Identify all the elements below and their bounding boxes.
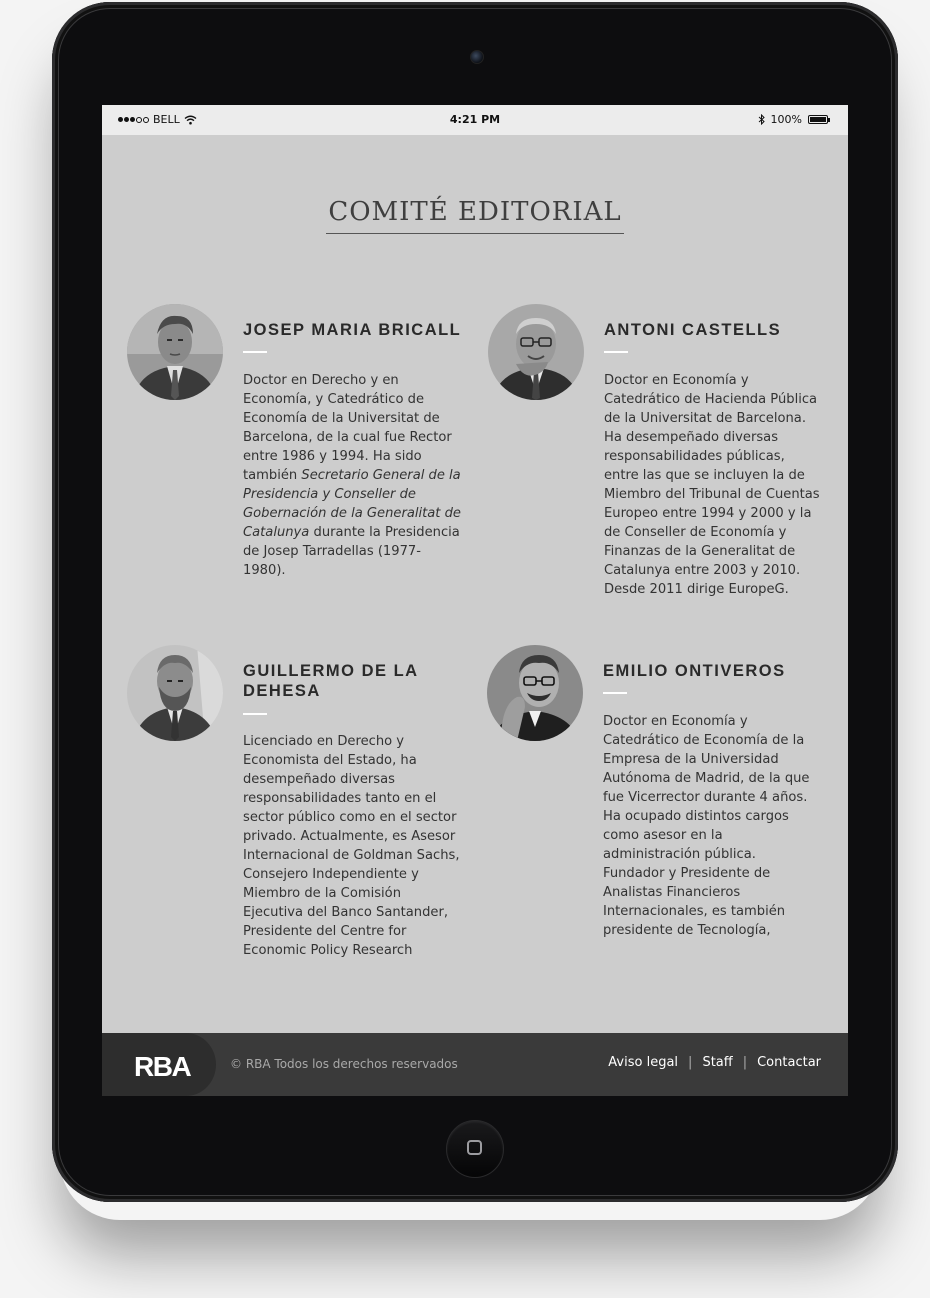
carrier-label: BELL	[153, 113, 180, 126]
name-divider	[603, 692, 627, 694]
footer	[102, 1033, 848, 1096]
home-button[interactable]	[446, 1120, 504, 1178]
member-name: ANTONI CASTELLS	[604, 321, 782, 339]
contactar-link[interactable]: Contactar	[757, 1055, 821, 1070]
member-name: EMILIO ONTIVEROS	[603, 662, 786, 680]
status-right	[758, 113, 828, 126]
page-title	[102, 197, 848, 227]
member-photo	[127, 645, 223, 741]
bio-italic-text: Secretario General de la Presidencia y Conseller de Gobernación de la Generalitat de Catalunya	[243, 468, 461, 540]
rba-logo[interactable]: RBA	[134, 1051, 191, 1082]
bluetooth-icon	[758, 114, 765, 125]
name-divider	[243, 351, 267, 353]
staff-link[interactable]: Staff	[702, 1055, 733, 1070]
name-divider	[243, 713, 267, 715]
status-time: 4:21 PM	[449, 113, 501, 126]
bio-text: durante la Presidencia de Josep Tarradellas (1977-1980).	[243, 525, 460, 578]
member-photo	[488, 304, 584, 400]
member-card	[488, 304, 828, 604]
battery-level	[810, 117, 826, 122]
member-name: GUILLERMO DE LA DEHESA	[243, 662, 418, 700]
bio-text: Doctor en Derecho y en Economía, y Catedrático de Economía de la Universitat de Barcelona, de la cual fue Rector entre 1986 y 1994. Ha sido también	[243, 373, 452, 483]
battery-percent: 100%	[770, 113, 802, 126]
page-title-text: COMITÉ EDITORIAL	[326, 197, 623, 234]
footer-separator: |	[742, 1055, 748, 1070]
camera-icon	[470, 50, 484, 64]
member-bio	[243, 732, 461, 960]
name-divider	[604, 351, 628, 353]
battery-icon	[808, 115, 828, 124]
home-square-icon	[467, 1140, 482, 1155]
bio-text: Doctor en Economía y Catedrático de Hacienda Pública de la Universitat de Barcelona. Ha desempeñado diversas responsabilidades públicas, entre las que se incluyen la de Miembro del Tribunal de Cuentas Europeo entre 1994 y 2000 y la de Conseller de Economía y Finanzas de la Generalitat de Catalunya entre 2003 y 2010. Desde 2011 dirige EuropeG.	[604, 373, 820, 597]
footer-copyright: © RBA Todos los derechos reservados	[230, 1057, 458, 1071]
footer-separator: |	[688, 1055, 693, 1070]
aviso-legal-link[interactable]: Aviso legal	[608, 1055, 679, 1070]
member-photo	[487, 645, 583, 741]
bio-text: Licenciado en Derecho y Economista del Estado, ha desempeñado diversas responsabilidades tanto en el sector público como en el sector privado. Actualmente, es Asesor Internacional de Goldman Sachs, Consejero Independiente y Miembro de la Comisión Ejecutiva del Banco Santander, Presidente del Centre for Economic Policy Research	[243, 734, 460, 958]
bio-text: Doctor en Economía y Catedrático de Economía de la Empresa de la Universidad Autónoma de Madrid, de la que fue Vicerrector durante 4 años. Ha ocupado distintos cargos como asesor en la administración pública. Fundador y Presidente de Analistas Financieros Internacionales, es también presidente de Tecnología,	[603, 714, 810, 938]
member-bio	[604, 371, 822, 599]
member-card	[127, 304, 467, 594]
footer-links	[608, 1055, 821, 1070]
member-name: JOSEP MARIA BRICALL	[243, 321, 462, 339]
footer-logo-area	[102, 1033, 216, 1096]
status-bar	[102, 105, 848, 135]
member-card	[487, 645, 827, 945]
member-photo	[127, 304, 223, 400]
member-card	[127, 645, 467, 965]
screen	[102, 105, 848, 1096]
member-bio	[243, 371, 461, 580]
member-bio	[603, 712, 821, 940]
